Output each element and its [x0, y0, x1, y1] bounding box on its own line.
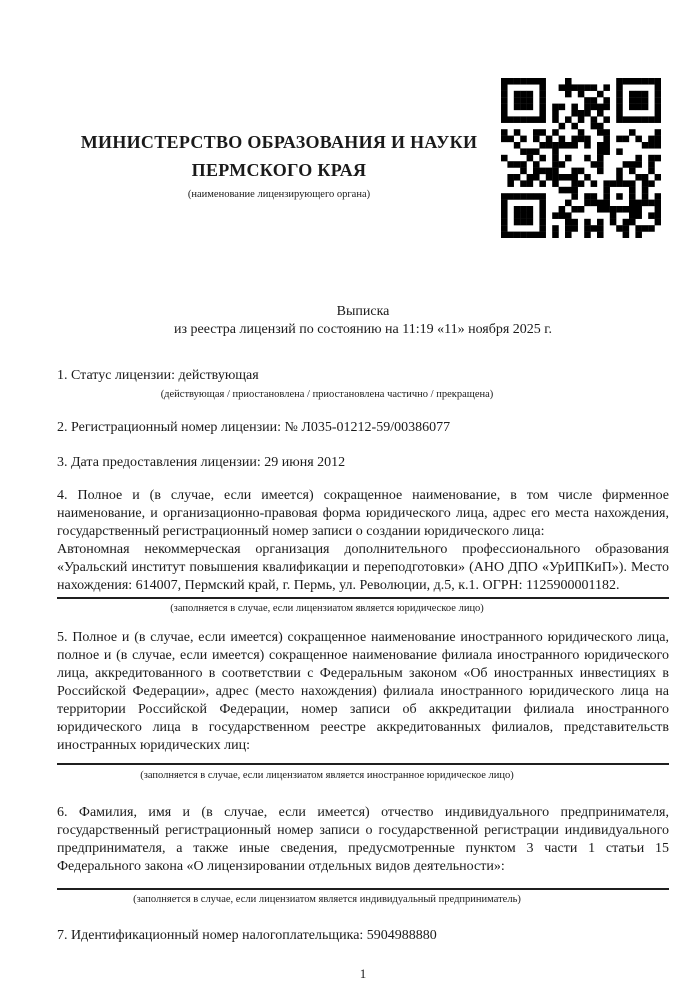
ministry-caption: (наименование лицензирующего органа)	[187, 189, 371, 200]
page-number: 1	[359, 966, 367, 981]
item-4-note: (заполняется в случае, если лицензиатом является юридическое лицо)	[170, 603, 484, 614]
document-subtitle: из реестра лицензий по состоянию на 11:19 «11» ноября 2025 г.	[174, 322, 552, 337]
item-7-taxpayer-number: 7. Идентификационный номер налогоплательщика: 5904988880	[57, 928, 437, 943]
licensing-authority-block	[57, 78, 501, 200]
item-3-grant-date: 3. Дата предоставления лицензии: 29 июня 2012	[57, 455, 346, 470]
item-6-blank-answer-line	[57, 888, 669, 890]
item-5-blank-answer-line	[57, 763, 669, 765]
ministry-name-line2: ПЕРМСКОГО КРАЯ	[191, 160, 367, 180]
item-4-legal-entity-question: 4. Полное и (в случае, если имеется) сокращенное наименование, в том числе фирменное наименование, и организационно-правовая форма юридического лица, адрес его места нахождения, государственный регистрационный номер записи о создании юридического лица:	[57, 488, 669, 539]
document-header	[57, 78, 669, 238]
item-2-registration-number: 2. Регистрационный номер лицензии: № Л035-01212-59/00386077	[57, 420, 451, 435]
item-6-entrepreneur-question: 6. Фамилия, имя и (в случае, если имеется) отчество индивидуального предпринимателя, государственный регистрационный номер записи о государственной регистрации индивидуального предпринимателя, а также иные сведения, предусмотренные пунктом 3 части 1 статьи 15 Федерального закона «О лицензировании отдельных видов деятельности»:	[57, 805, 669, 874]
item-4-answer-underline	[57, 597, 669, 599]
document-title: Выписка	[336, 304, 390, 319]
qr-code	[501, 78, 661, 238]
qr-code-icon	[501, 78, 661, 238]
item-6-note: (заполняется в случае, если лицензиатом является индивидуальный предприниматель)	[133, 894, 521, 905]
item-1-note: (действующая / приостановлена / приостановлена частично / прекращена)	[160, 389, 494, 400]
item-4-legal-entity-answer: Автономная некоммерческая организация дополнительного профессионального образования «Уральский институт повышения квалификации и переподготовки» (АНО ДПО «УрИПКиП»). Место нахождения: 614007, Пермский край, г. Пермь, ул. Революции, д.5, к.1. ОГРН: 1125900001182.	[57, 542, 669, 593]
document-title-block	[57, 303, 669, 339]
item-5-foreign-entity-question: 5. Полное и (в случае, если имеется) сокращенное наименование иностранного юридического лица, полное и (в случае, если имеется) сокращенное наименование филиала иностранного юридического лица, аккредитованного в соответствии с Федеральным законом «Об иностранных инвестициях в Российской Федерации», адрес (место нахождения) филиала иностранного юридического лица на территории Российской Федерации, номер записи об аккредитации филиала иностранного юридического лица в государственном реестре аккредитованных филиалов, представительств иностранных юридических лиц:	[57, 630, 669, 753]
item-1-license-status: 1. Статус лицензии: действующая	[57, 368, 259, 383]
ministry-name-line1: МИНИСТЕРСТВО ОБРАЗОВАНИЯ И НАУКИ	[80, 132, 478, 152]
item-5-note: (заполняется в случае, если лицензиатом является иностранное юридическое лицо)	[140, 770, 514, 781]
